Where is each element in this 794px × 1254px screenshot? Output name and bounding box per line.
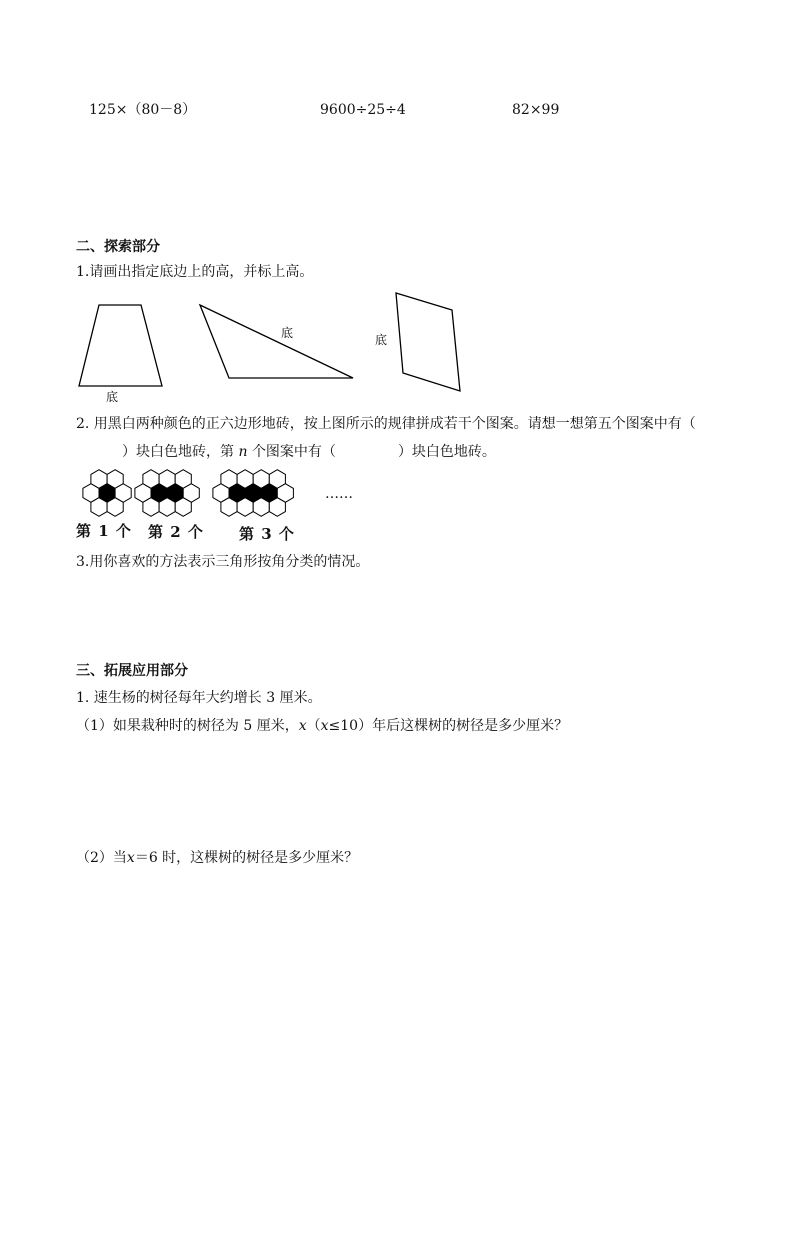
geometry-figures — [0, 290, 794, 410]
variable-x: x — [320, 718, 329, 734]
white-hexagon-tile — [253, 498, 269, 517]
sub1-text-a: （1）如果栽种时的树径为 5 厘米， — [76, 718, 299, 734]
pattern-label-2: 第 2 个 — [148, 523, 204, 541]
base-label-triangle: 底 — [281, 326, 294, 340]
sub1-text-c: ≤10）年后这棵树的树径是多少厘米？ — [328, 718, 569, 734]
question-2-2-part4: ）块白色地砖。 — [397, 444, 496, 460]
white-hexagon-tile — [269, 498, 285, 517]
question-2-2 — [76, 410, 726, 466]
base-label-parallelogram: 底 — [375, 333, 388, 347]
variable-x: x — [298, 718, 307, 734]
white-hexagon-tile — [221, 498, 237, 517]
white-hexagon-tile — [143, 498, 159, 517]
sub1-text-b: （ — [306, 718, 321, 734]
question-2-2-part3: 个图案中有（ — [251, 444, 336, 460]
question-2-1: 1.请画出指定底边上的高，并标上高。 — [76, 264, 314, 280]
question-3-1-sub2 — [76, 848, 358, 868]
question-2-3: 3.用你喜欢的方法表示三角形按角分类的情况。 — [76, 554, 370, 570]
question-3-1: 1. 速生杨的树径每年大约增长 3 厘米。 — [76, 690, 322, 706]
pattern-label-3: 第 3 个 — [239, 525, 295, 543]
white-hexagon-tile — [175, 498, 191, 517]
trapezoid-figure — [79, 305, 162, 386]
question-2-2-part2: ）块白色地砖，第 — [122, 444, 234, 460]
white-hexagon-tile — [237, 498, 253, 517]
pattern-ellipsis: …… — [325, 486, 353, 502]
calc-expression-1: 125×（80－8） — [89, 102, 197, 118]
white-hexagon-tile — [159, 498, 175, 517]
question-2-2-part1: 2. 用黑白两种颜色的正六边形地砖，按上图所示的规律拼成若干个图案。请想一想第五个图案中有（ — [76, 416, 696, 432]
sub2-text-a: （2）当 — [76, 850, 127, 866]
white-hexagon-tile — [107, 498, 123, 517]
calc-expression-3: 82×99 — [512, 102, 560, 118]
variable-n: n — [238, 444, 248, 460]
calc-expression-2: 9600÷25÷4 — [320, 102, 406, 118]
variable-x: x — [126, 850, 135, 866]
base-label-trapezoid: 底 — [106, 390, 119, 404]
pattern-label-1: 第 1 个 — [76, 522, 132, 540]
hexagon-patterns — [0, 465, 794, 525]
sub2-text-b: ＝6 时，这棵树的树径是多少厘米？ — [134, 850, 359, 866]
white-hexagon-tile — [91, 498, 107, 517]
triangle-figure — [200, 305, 353, 378]
question-3-1-sub1 — [76, 716, 568, 736]
section-title-explore: 二、探索部分 — [76, 239, 160, 255]
section-title-application: 三、拓展应用部分 — [76, 663, 188, 679]
parallelogram-figure — [396, 293, 460, 391]
